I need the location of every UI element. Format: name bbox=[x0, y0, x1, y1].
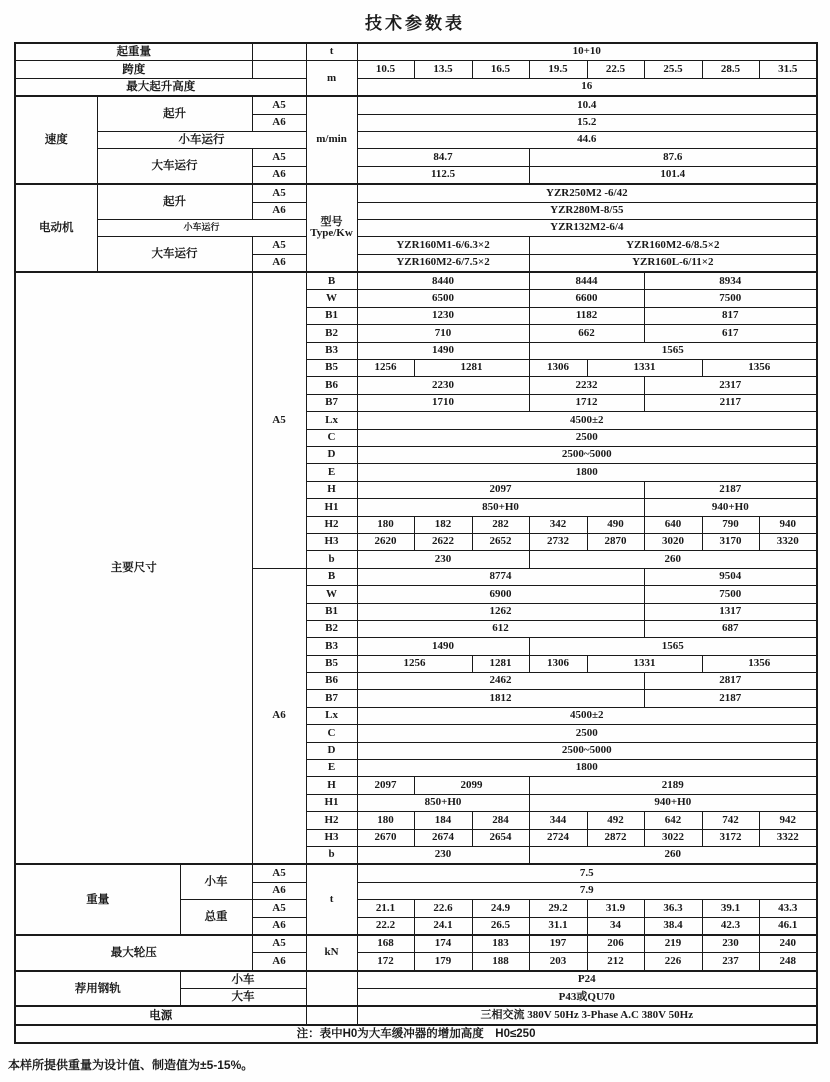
table-row bbox=[15, 935, 817, 953]
table-cell: 7.9 bbox=[357, 882, 817, 899]
table-cell: 9504 bbox=[644, 568, 817, 585]
table-cell: 2872 bbox=[587, 829, 644, 846]
table-cell: 22.2 bbox=[357, 917, 414, 935]
table-cell: 2620 bbox=[357, 533, 414, 550]
table-cell: 6600 bbox=[529, 290, 644, 307]
table-cell: 三相交流 380V 50Hz 3-Phase A.C 380V 50Hz bbox=[357, 1006, 817, 1024]
table-cell: 790 bbox=[702, 516, 759, 533]
table-cell: B6 bbox=[306, 377, 357, 394]
table-cell: E bbox=[306, 464, 357, 481]
table-cell: 640 bbox=[644, 516, 702, 533]
table-cell: B5 bbox=[306, 360, 357, 377]
table-row bbox=[15, 864, 817, 882]
table-cell: 起重量 bbox=[15, 43, 252, 61]
table-cell: 212 bbox=[587, 953, 644, 971]
table-cell: 2099 bbox=[414, 777, 529, 794]
table-cell: 230 bbox=[357, 551, 529, 568]
table-row bbox=[15, 78, 817, 96]
table-cell: 226 bbox=[644, 953, 702, 971]
table-cell: 492 bbox=[587, 812, 644, 829]
table-cell: B7 bbox=[306, 394, 357, 411]
table-cell: 重量 bbox=[15, 864, 180, 935]
table-cell: 188 bbox=[472, 953, 529, 971]
table-cell: 3020 bbox=[644, 533, 702, 550]
table-cell: 4500±2 bbox=[357, 412, 817, 429]
table-cell: P24 bbox=[357, 971, 817, 989]
table-cell: 940 bbox=[759, 516, 817, 533]
table-cell bbox=[252, 61, 306, 78]
table-cell: 1182 bbox=[529, 307, 644, 324]
table-row bbox=[15, 237, 817, 254]
table-cell: 1256 bbox=[357, 655, 472, 672]
table-cell: 2654 bbox=[472, 829, 529, 846]
table-cell: 2500 bbox=[357, 429, 817, 446]
table-cell: 10.4 bbox=[357, 96, 817, 114]
table-cell: 8774 bbox=[357, 568, 644, 585]
table-cell: 7.5 bbox=[357, 864, 817, 882]
table-cell: B7 bbox=[306, 690, 357, 707]
table-cell: 28.5 bbox=[702, 61, 759, 78]
table-cell: 230 bbox=[357, 846, 529, 864]
table-cell: 1306 bbox=[529, 655, 587, 672]
table-cell: 4500±2 bbox=[357, 707, 817, 724]
table-cell: YZR280M-8/55 bbox=[357, 202, 817, 219]
table-cell: 大车运行 bbox=[97, 237, 252, 272]
table-cell: H bbox=[306, 481, 357, 498]
table-cell: 183 bbox=[472, 935, 529, 953]
table-cell: 7500 bbox=[644, 586, 817, 603]
table-cell: 25.5 bbox=[644, 61, 702, 78]
table-cell: 2724 bbox=[529, 829, 587, 846]
table-cell: 46.1 bbox=[759, 917, 817, 935]
table-cell: 2870 bbox=[587, 533, 644, 550]
table-cell: 174 bbox=[414, 935, 472, 953]
table-cell: B1 bbox=[306, 603, 357, 620]
table-cell: 起升 bbox=[97, 96, 252, 131]
table-cell: 1800 bbox=[357, 464, 817, 481]
table-cell: 1262 bbox=[357, 603, 644, 620]
table-cell: 1317 bbox=[644, 603, 817, 620]
table-body bbox=[15, 43, 817, 1043]
table-cell: A6 bbox=[252, 568, 306, 864]
table-cell: 182 bbox=[414, 516, 472, 533]
table-cell: 2187 bbox=[644, 690, 817, 707]
table-cell: 1712 bbox=[529, 394, 644, 411]
table-cell: 260 bbox=[529, 551, 817, 568]
table-cell: 237 bbox=[702, 953, 759, 971]
table-cell: kN bbox=[306, 935, 357, 971]
table-row bbox=[15, 1025, 817, 1043]
table-cell: B3 bbox=[306, 638, 357, 655]
table-cell: 3322 bbox=[759, 829, 817, 846]
table-cell: 8934 bbox=[644, 272, 817, 290]
table-cell: H1 bbox=[306, 499, 357, 516]
table-cell: 1565 bbox=[529, 342, 817, 359]
table-cell: A6 bbox=[252, 917, 306, 935]
table-row bbox=[15, 96, 817, 114]
table-cell: A6 bbox=[252, 166, 306, 184]
table-cell: 26.5 bbox=[472, 917, 529, 935]
table-cell: 1710 bbox=[357, 394, 529, 411]
table-cell: 179 bbox=[414, 953, 472, 971]
table-cell: 617 bbox=[644, 325, 817, 342]
table-cell: 3022 bbox=[644, 829, 702, 846]
table-cell: 42.3 bbox=[702, 917, 759, 935]
table-cell: C bbox=[306, 725, 357, 742]
table-cell bbox=[252, 43, 306, 61]
table-cell: 13.5 bbox=[414, 61, 472, 78]
table-cell: A6 bbox=[252, 202, 306, 219]
table-cell: 速度 bbox=[15, 96, 97, 184]
table-cell: 1565 bbox=[529, 638, 817, 655]
table-cell: W bbox=[306, 586, 357, 603]
table-cell: b bbox=[306, 551, 357, 568]
table-cell: 起升 bbox=[97, 184, 252, 219]
table-cell: t bbox=[306, 43, 357, 61]
table-cell: B bbox=[306, 568, 357, 585]
table-cell: 荐用钢轨 bbox=[15, 971, 180, 1007]
table-cell: 44.6 bbox=[357, 131, 817, 148]
table-cell: 850+H0 bbox=[357, 499, 644, 516]
table-cell: 24.1 bbox=[414, 917, 472, 935]
table-cell: 3320 bbox=[759, 533, 817, 550]
table-cell: C bbox=[306, 429, 357, 446]
table-cell: 小车 bbox=[180, 971, 306, 989]
table-cell bbox=[306, 1006, 357, 1024]
table-cell: 31.9 bbox=[587, 900, 644, 917]
table-cell: 小车运行 bbox=[97, 131, 306, 148]
table-cell: 31.5 bbox=[759, 61, 817, 78]
table-cell: 16.5 bbox=[472, 61, 529, 78]
table-cell: YZR132M2-6/4 bbox=[357, 219, 817, 236]
table-cell: P43或QU70 bbox=[357, 989, 817, 1007]
table-row bbox=[15, 43, 817, 61]
table-cell: B5 bbox=[306, 655, 357, 672]
table-cell: 小车 bbox=[180, 864, 252, 899]
table-cell: YZR250M2 -6/42 bbox=[357, 184, 817, 202]
table-cell: 2317 bbox=[644, 377, 817, 394]
table-cell: 43.3 bbox=[759, 900, 817, 917]
table-cell: 1356 bbox=[702, 360, 817, 377]
table-cell: 2500 bbox=[357, 725, 817, 742]
table-cell: 112.5 bbox=[357, 166, 529, 184]
table-cell: 8444 bbox=[529, 272, 644, 290]
table-cell: 940+H0 bbox=[644, 499, 817, 516]
table-cell: A5 bbox=[252, 237, 306, 254]
table-cell: 21.1 bbox=[357, 900, 414, 917]
table-cell: B1 bbox=[306, 307, 357, 324]
table-cell: H2 bbox=[306, 812, 357, 829]
table-cell: B3 bbox=[306, 342, 357, 359]
table-cell: 817 bbox=[644, 307, 817, 324]
table-cell: 最大轮压 bbox=[15, 935, 252, 971]
table-cell: 2674 bbox=[414, 829, 472, 846]
table-cell: H3 bbox=[306, 533, 357, 550]
table-cell: 15.2 bbox=[357, 114, 817, 131]
table-cell: 1306 bbox=[529, 360, 587, 377]
table-cell: m bbox=[306, 61, 357, 96]
table-cell: 2097 bbox=[357, 777, 414, 794]
table-cell: 1230 bbox=[357, 307, 529, 324]
table-cell: A5 bbox=[252, 184, 306, 202]
table-cell: H bbox=[306, 777, 357, 794]
table-row bbox=[15, 61, 817, 78]
table-cell: 10+10 bbox=[357, 43, 817, 61]
table-cell: H3 bbox=[306, 829, 357, 846]
table-cell: 2817 bbox=[644, 673, 817, 690]
table-cell: 1490 bbox=[357, 638, 529, 655]
table-cell: 180 bbox=[357, 516, 414, 533]
table-cell: 型号 Type/Kw bbox=[306, 184, 357, 272]
table-cell: 2500~5000 bbox=[357, 446, 817, 463]
table-cell: 2500~5000 bbox=[357, 742, 817, 759]
table-cell: E bbox=[306, 760, 357, 777]
table-cell: B bbox=[306, 272, 357, 290]
table-row bbox=[15, 219, 817, 236]
table-cell: 344 bbox=[529, 812, 587, 829]
table-cell: A5 bbox=[252, 935, 306, 953]
table-cell: D bbox=[306, 446, 357, 463]
table-cell: 248 bbox=[759, 953, 817, 971]
table-cell: 282 bbox=[472, 516, 529, 533]
table-cell: B6 bbox=[306, 673, 357, 690]
table-cell: 34 bbox=[587, 917, 644, 935]
table-cell: A5 bbox=[252, 272, 306, 568]
table-cell: 3170 bbox=[702, 533, 759, 550]
table-cell: YZR160L-6/11×2 bbox=[529, 254, 817, 272]
table-cell: 168 bbox=[357, 935, 414, 953]
table-cell: 2622 bbox=[414, 533, 472, 550]
table-cell: 2117 bbox=[644, 394, 817, 411]
table-cell: 197 bbox=[529, 935, 587, 953]
table-cell: 7500 bbox=[644, 290, 817, 307]
table-row bbox=[15, 1006, 817, 1024]
table-cell: 101.4 bbox=[529, 166, 817, 184]
table-cell: 29.2 bbox=[529, 900, 587, 917]
table-cell: Lx bbox=[306, 707, 357, 724]
table-cell: 39.1 bbox=[702, 900, 759, 917]
table-cell: 36.3 bbox=[644, 900, 702, 917]
table-row bbox=[15, 184, 817, 202]
table-cell: 22.6 bbox=[414, 900, 472, 917]
table-cell: 687 bbox=[644, 620, 817, 637]
table-cell: 490 bbox=[587, 516, 644, 533]
table-cell: 总重 bbox=[180, 900, 252, 935]
table-cell: Lx bbox=[306, 412, 357, 429]
table-cell: A6 bbox=[252, 953, 306, 971]
table-cell: 注：表中H0为大车缓冲器的增加高度 H0≤250 bbox=[15, 1025, 817, 1043]
table-row bbox=[15, 971, 817, 989]
table-cell: A5 bbox=[252, 96, 306, 114]
table-cell: 1490 bbox=[357, 342, 529, 359]
table-cell: 16 bbox=[357, 78, 817, 96]
table-cell: 主要尺寸 bbox=[15, 272, 252, 864]
table-cell: 284 bbox=[472, 812, 529, 829]
table-cell: YZR160M1-6/6.3×2 bbox=[357, 237, 529, 254]
table-cell: 203 bbox=[529, 953, 587, 971]
table-row bbox=[15, 131, 817, 148]
table-cell: m/min bbox=[306, 96, 357, 184]
table-cell: 2670 bbox=[357, 829, 414, 846]
table-cell: 850+H0 bbox=[357, 794, 529, 811]
table-cell: 219 bbox=[644, 935, 702, 953]
tech-params-table bbox=[14, 42, 818, 1044]
table-cell: 24.9 bbox=[472, 900, 529, 917]
table-cell: H2 bbox=[306, 516, 357, 533]
table-cell: 662 bbox=[529, 325, 644, 342]
table-row bbox=[15, 149, 817, 166]
table-cell: 3172 bbox=[702, 829, 759, 846]
table-cell: H1 bbox=[306, 794, 357, 811]
table-cell: 22.5 bbox=[587, 61, 644, 78]
table-cell: D bbox=[306, 742, 357, 759]
table-cell: YZR160M2-6/7.5×2 bbox=[357, 254, 529, 272]
table-cell: 1281 bbox=[472, 655, 529, 672]
table-cell: 612 bbox=[357, 620, 644, 637]
table-cell: 2189 bbox=[529, 777, 817, 794]
table-cell: 2462 bbox=[357, 673, 644, 690]
table-cell: 180 bbox=[357, 812, 414, 829]
table-cell: 大车 bbox=[180, 989, 306, 1007]
table-cell: 6900 bbox=[357, 586, 644, 603]
table-cell: 1356 bbox=[702, 655, 817, 672]
table-cell: A6 bbox=[252, 114, 306, 131]
table-cell: 184 bbox=[414, 812, 472, 829]
table-cell: 942 bbox=[759, 812, 817, 829]
table-cell: 8440 bbox=[357, 272, 529, 290]
table-cell: 2097 bbox=[357, 481, 644, 498]
table-cell: 1331 bbox=[587, 655, 702, 672]
table-cell: 2187 bbox=[644, 481, 817, 498]
table-cell: 38.4 bbox=[644, 917, 702, 935]
table-cell: 小车运行 bbox=[97, 219, 306, 236]
table-cell bbox=[306, 971, 357, 1007]
table-cell: A5 bbox=[252, 864, 306, 882]
table-cell: 2232 bbox=[529, 377, 644, 394]
page-title: 技术参数表 bbox=[365, 14, 465, 33]
table-cell: W bbox=[306, 290, 357, 307]
table-cell: 260 bbox=[529, 846, 817, 864]
table-cell: 1812 bbox=[357, 690, 644, 707]
table-cell: 206 bbox=[587, 935, 644, 953]
table-cell: t bbox=[306, 864, 357, 935]
table-cell: 230 bbox=[702, 935, 759, 953]
table-cell: 10.5 bbox=[357, 61, 414, 78]
table-cell: 跨度 bbox=[15, 61, 252, 78]
table-row bbox=[15, 272, 817, 290]
table-cell: 940+H0 bbox=[529, 794, 817, 811]
footer-note: 本样所提供重量为设计值、制造值为±5-15%。 bbox=[8, 1058, 254, 1073]
table-cell: A5 bbox=[252, 149, 306, 166]
table-cell: 1256 bbox=[357, 360, 414, 377]
table-cell: 1331 bbox=[587, 360, 702, 377]
table-cell: 84.7 bbox=[357, 149, 529, 166]
table-cell: 电源 bbox=[15, 1006, 306, 1024]
table-cell: 6500 bbox=[357, 290, 529, 307]
table-cell: 2230 bbox=[357, 377, 529, 394]
table-cell: 172 bbox=[357, 953, 414, 971]
table-cell: A6 bbox=[252, 254, 306, 272]
table-cell: b bbox=[306, 846, 357, 864]
table-cell: 1281 bbox=[414, 360, 529, 377]
table-cell: 710 bbox=[357, 325, 529, 342]
table-cell: 2652 bbox=[472, 533, 529, 550]
table-cell: 最大起升高度 bbox=[15, 78, 306, 96]
table-cell: A5 bbox=[252, 900, 306, 917]
table-cell: 大车运行 bbox=[97, 149, 252, 184]
table-cell: 342 bbox=[529, 516, 587, 533]
table-cell: 31.1 bbox=[529, 917, 587, 935]
table-cell: 1800 bbox=[357, 760, 817, 777]
table-cell: 742 bbox=[702, 812, 759, 829]
table-cell: 642 bbox=[644, 812, 702, 829]
table-cell: 电动机 bbox=[15, 184, 97, 272]
table-cell: YZR160M2-6/8.5×2 bbox=[529, 237, 817, 254]
table-cell: 87.6 bbox=[529, 149, 817, 166]
table-cell: B2 bbox=[306, 325, 357, 342]
table-cell: 240 bbox=[759, 935, 817, 953]
table-cell: A6 bbox=[252, 882, 306, 899]
table-cell: 2732 bbox=[529, 533, 587, 550]
table-cell: 19.5 bbox=[529, 61, 587, 78]
table-cell: B2 bbox=[306, 620, 357, 637]
